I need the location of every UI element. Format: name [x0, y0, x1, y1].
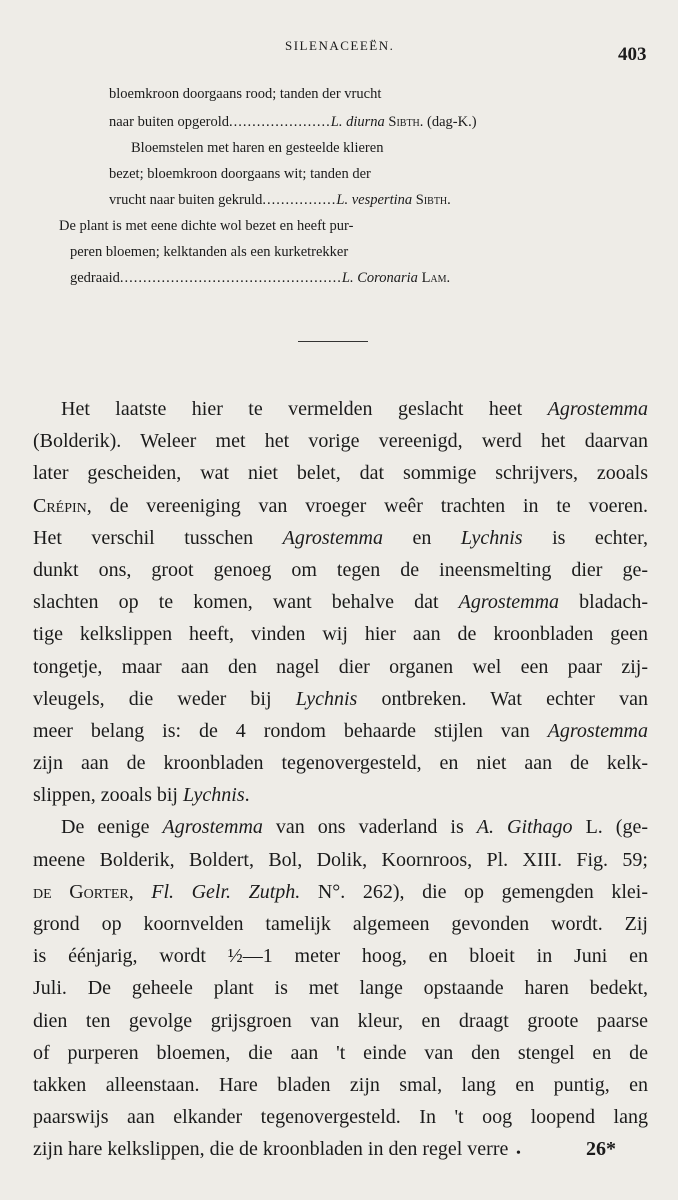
key-taxon: L. diurna	[330, 114, 385, 130]
taxon-name: Agrostemma	[458, 591, 560, 614]
key-line	[70, 270, 450, 287]
key-author: Lam.	[417, 270, 451, 286]
text-line: tige kelkslippen heeft, vinden wij hier aan de kroonbladen geen	[33, 623, 648, 646]
text-line: takken alleenstaan. Hare bladen zijn smal, lang en puntig, en	[33, 1073, 648, 1096]
key-leader: ................	[262, 192, 337, 208]
signature-mark: 26*	[586, 1138, 616, 1160]
key-line	[59, 218, 353, 235]
taxon-name: Lychnis	[182, 784, 245, 807]
text-line: slippen, zooals bij Lychnis.	[33, 784, 250, 807]
text-line: de Gorter, Fl. Gelr. Zutph. N°. 262), die op gemengden klei-	[33, 880, 649, 903]
body-text	[33, 393, 648, 1166]
taxon-name: Agrostemma	[162, 816, 263, 839]
key-line	[109, 192, 451, 209]
text-line: dunkt ons, groot genoeg om tegen de ineensmelting dier ge-	[33, 558, 648, 581]
running-head: SILENACEEËN.	[285, 38, 395, 53]
text-line: is éénjarig, wordt ½—1 meter hoog, en bloeit in Juni en	[33, 945, 648, 968]
key-line	[131, 140, 383, 157]
taxon-name: Lychnis	[460, 526, 523, 549]
key-leader: ......................	[229, 114, 331, 130]
key-text: Bloemstelen met haren en gesteelde klieren	[131, 140, 384, 156]
key-line	[109, 166, 371, 183]
key-text: De plant is met eene dichte wol bezet en heeft pur-	[59, 218, 354, 234]
taxon-name: Agrostemma	[282, 526, 383, 549]
taxon-name: Agrostemma	[547, 398, 648, 420]
text-line: meer belang is: de 4 rondom behaarde stijlen van Agrostemma	[33, 719, 648, 742]
taxon-name: A. Githago	[476, 816, 573, 839]
key-taxon: L. vespertina	[336, 192, 413, 208]
key-line	[109, 86, 381, 103]
taxon-name: Agrostemma	[547, 719, 648, 742]
key-text: gedraaid	[70, 270, 120, 286]
print-mark: •	[516, 1146, 521, 1161]
key-text: bloemkroon doorgaans rood; tanden der vrucht	[109, 86, 382, 102]
key-note: (dag-K.)	[423, 114, 477, 130]
page-number: 403	[618, 44, 647, 65]
text-line: grond op koornvelden tamelijk algemeen gevonden wordt. Zij	[33, 913, 648, 935]
text-line: (Bolderik). Weleer met het vorige vereenigd, werd het daarvan	[33, 430, 648, 453]
taxon-name: Fl. Gelr. Zutph.	[151, 880, 301, 903]
text-line: Het verschil tusschen Agrostemma en Lychnis is echter,	[33, 526, 648, 549]
text-line: slachten op te komen, want behalve dat Agrostemma bladach-	[33, 591, 648, 614]
key-leader: ................................................	[119, 270, 342, 286]
key-taxon: L. Coronaria	[341, 270, 418, 286]
text-line: of purperen bloemen, die aan 't einde van den stengel en de	[33, 1041, 648, 1064]
author-name: Crépin	[33, 494, 87, 517]
text-line: dien ten gevolge grijsgroen van kleur, en draagt groote paarse	[33, 1009, 648, 1032]
text-line: paarswijs aan elkander tegenovergesteld. In 't oog loopend lang	[33, 1106, 648, 1129]
key-text: vrucht naar buiten gekruld	[109, 192, 263, 208]
text-line: zijn hare kelkslippen, die de kroonbladen in den regel verre	[33, 1138, 509, 1161]
text-line: meene Bolderik, Boldert, Bol, Dolik, Koornroos, Pl. XIII. Fig. 59;	[33, 848, 648, 871]
key-author: Sibth.	[412, 192, 451, 208]
key-text: naar buiten opgerold	[109, 114, 229, 130]
text-line: later gescheiden, wat niet belet, dat sommige schrijvers, zooals	[33, 462, 648, 485]
section-divider	[298, 341, 368, 342]
taxon-name: Lychnis	[295, 687, 358, 710]
key-line	[70, 244, 348, 261]
key-line	[109, 114, 477, 131]
author-name: de Gorter	[33, 880, 129, 903]
key-text: bezet; bloemkroon doorgaans wit; tanden der	[109, 166, 371, 182]
text-line: Juli. De geheele plant is met lange opstaande haren bedekt,	[33, 977, 648, 1000]
text-line: zijn aan de kroonbladen tegenovergesteld, en niet aan de kelk-	[33, 752, 648, 775]
text-line: De eenige Agrostemma van ons vaderland is A. Githago L. (ge-	[61, 816, 648, 839]
key-text: peren bloemen; kelktanden als een kurketrekker	[70, 244, 349, 260]
text-line: Crépin, de vereeniging van vroeger weêr trachten in te voeren.	[33, 494, 648, 517]
text-line: tongetje, maar aan den nagel dier organen wel een paar zij-	[33, 655, 648, 678]
key-author: Sibth.	[384, 114, 424, 130]
text-line: Het laatste hier te vermelden geslacht heet Agrostemma	[61, 398, 648, 420]
text-line: vleugels, die weder bij Lychnis ontbreken. Wat echter van	[33, 687, 648, 710]
